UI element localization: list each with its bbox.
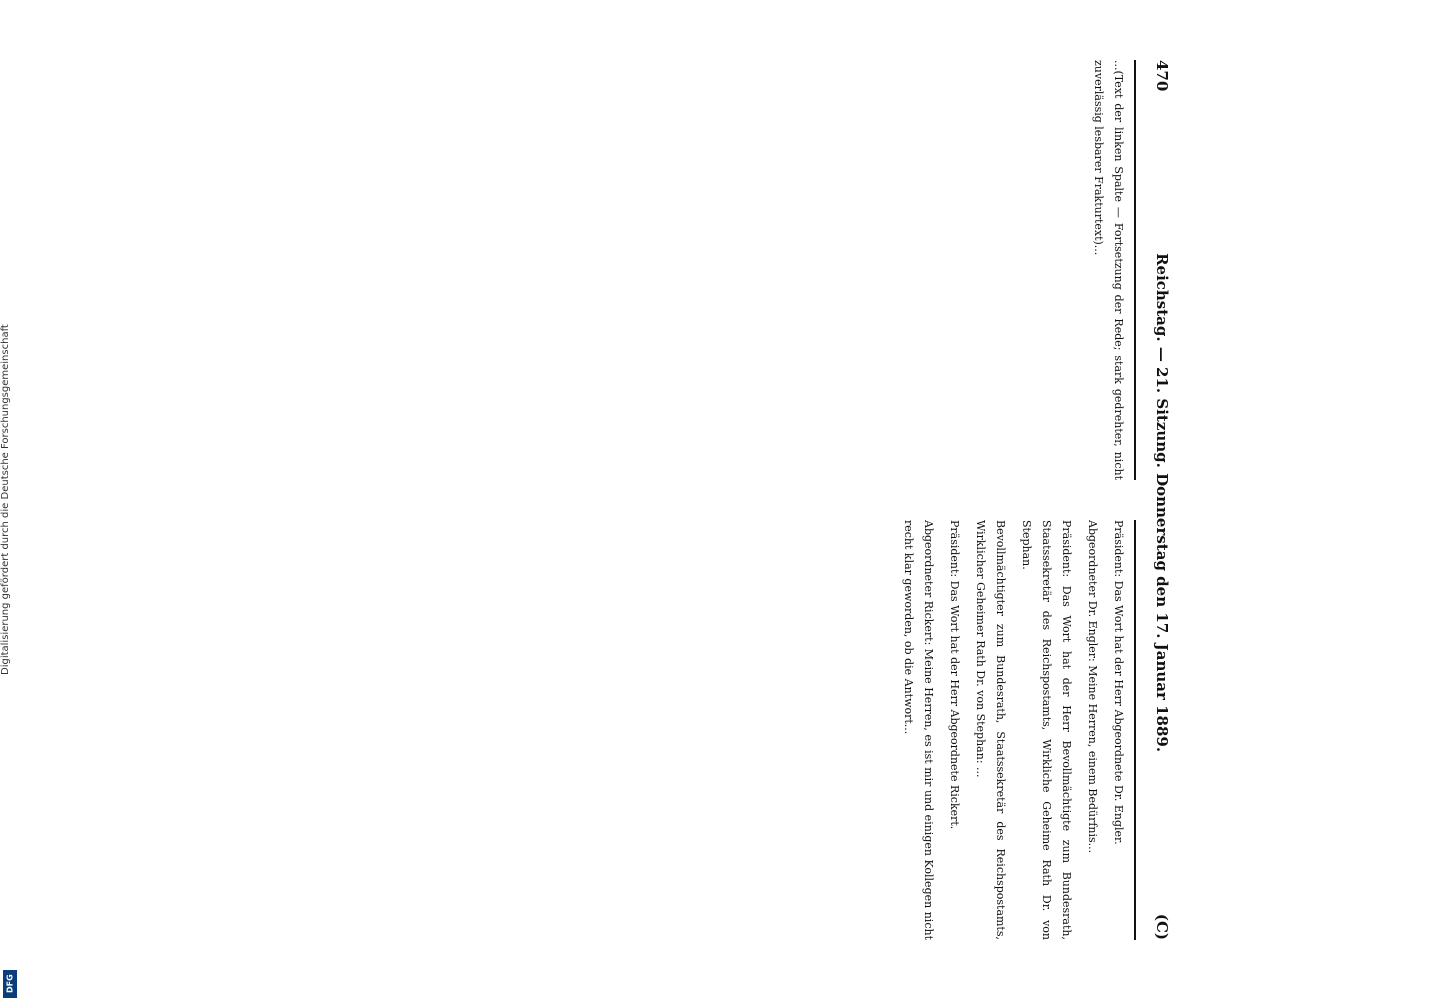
- page-number: 470: [1153, 60, 1171, 92]
- rotated-content: [76, 0, 1206, 1000]
- running-title: Reichstag. — 21. Sitzung. Donnerstag den 17. Januar 1889.: [1153, 253, 1171, 753]
- right-paragraph: Bevollmächtigter zum Bundesrath, Staatssekretär des Reichspostamts, Wirklicher Geheimer Rath Dr. von Stephan: ...: [974, 520, 1007, 940]
- right-paragraph: Präsident: Das Wort hat der Herr Abgeordnete Rickert.: [948, 520, 961, 830]
- dfg-logo: DFG: [3, 970, 17, 998]
- margin-marker-c: (C): [1153, 913, 1171, 940]
- right-paragraph: Präsident: Das Wort hat der Herr Abgeordnete Dr. Engler.: [1112, 520, 1125, 845]
- left-paragraph: ...(Text der linken Spalte — Fortsetzung der Rede; stark gedrehter, nicht zuverlässig lesbarer Frakturtext)...: [1092, 60, 1125, 480]
- page-header: [1142, 60, 1182, 940]
- right-paragraph: Präsident: Das Wort hat der Herr Bevollmächtigte zum Bundesrath, Staatssekretär des Reichspostamts, Wirkliche Geheime Rath Dr. von Stephan.: [1020, 520, 1073, 940]
- left-column: [1082, 60, 1136, 480]
- right-column: [892, 520, 1136, 940]
- right-paragraph: Abgeordneter Dr. Engler: Meine Herren, einem Bedürfnis...: [1086, 520, 1099, 854]
- right-paragraph: Abgeordneter Rickert: Meine Herren, es ist mir und einigen Kollegen nicht recht klar geworden, ob die Antwort...: [902, 520, 935, 940]
- digitization-note: Digitalisierung gefördert durch die Deutsche Forschungsgemeinschaft: [0, 324, 11, 676]
